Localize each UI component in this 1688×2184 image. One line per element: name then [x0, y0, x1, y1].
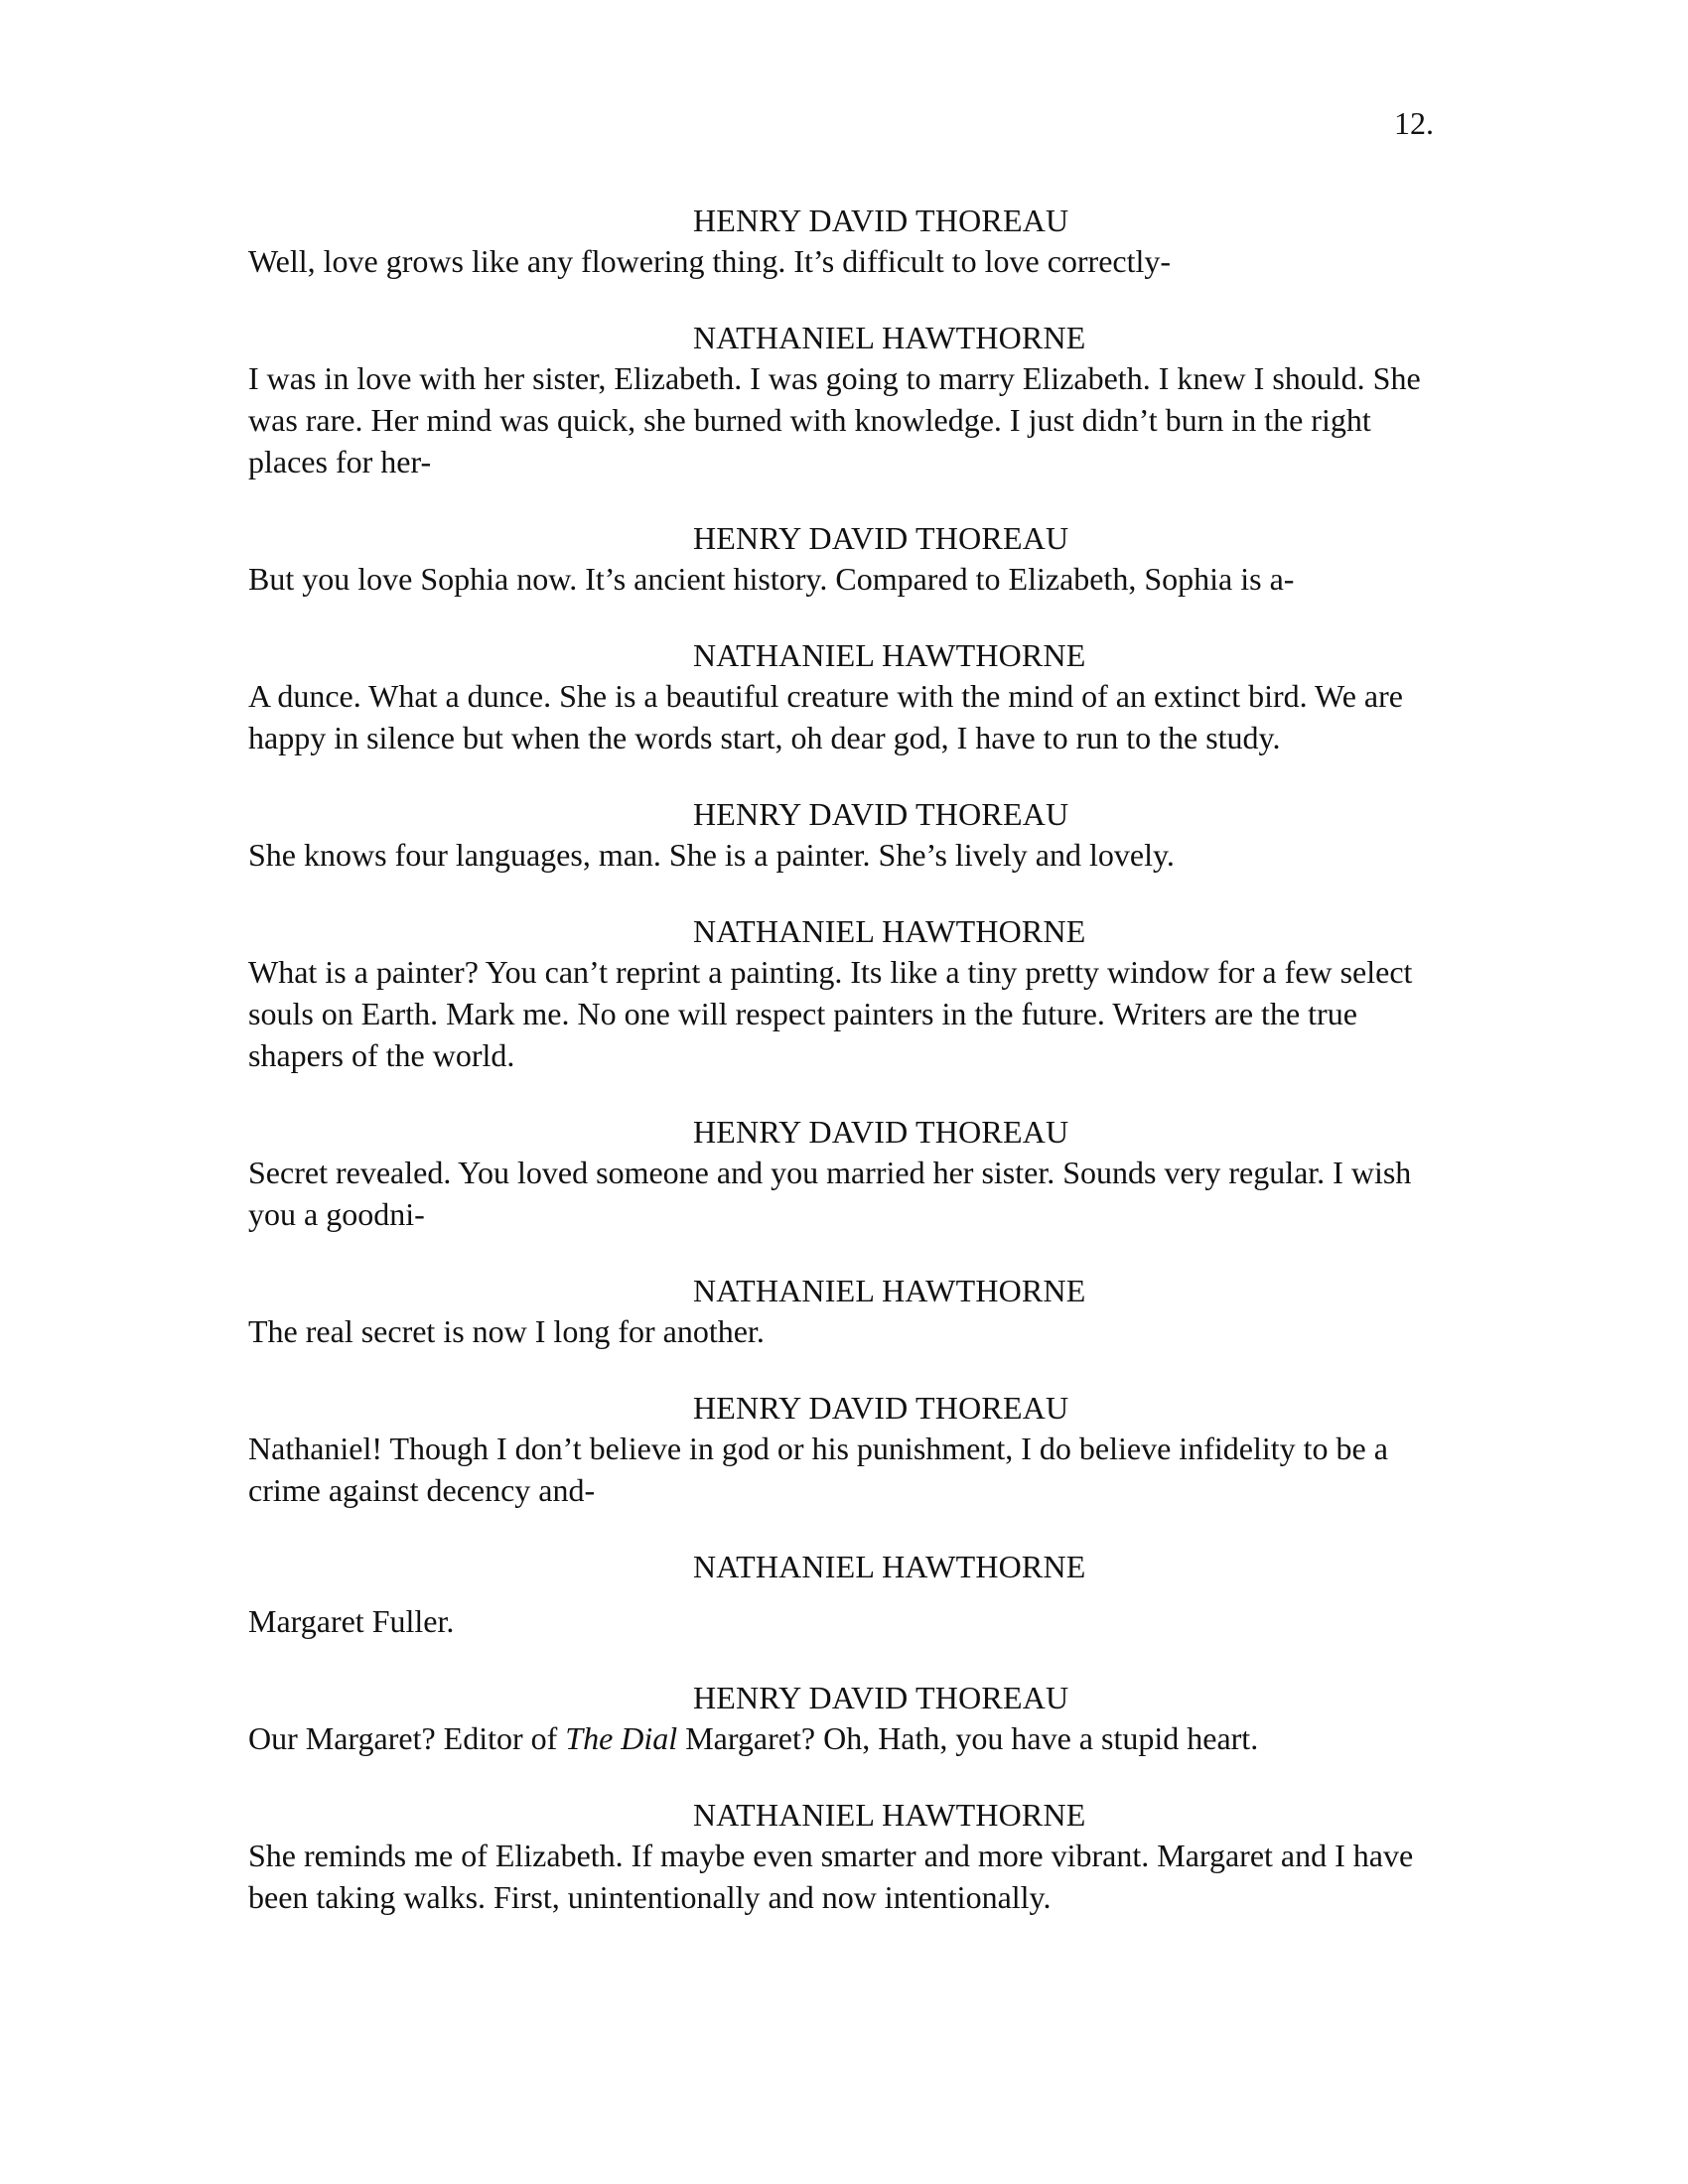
dialogue-text: She knows four languages, man. She is a painter. She’s lively and lovely. [248, 837, 1175, 873]
dialogue-block [248, 1271, 1450, 1352]
dialogue-block [248, 318, 1450, 482]
character-name: HENRY DAVID THOREAU [693, 1114, 1069, 1150]
character-name: NATHANIEL HAWTHORNE [693, 637, 1086, 673]
dialogue-block [248, 1678, 1450, 1759]
publication-title: The Dial [565, 1720, 678, 1756]
dialogue-block [248, 518, 1450, 600]
dialogue-block [248, 1388, 1450, 1511]
character-name: NATHANIEL HAWTHORNE [693, 1797, 1086, 1833]
character-name: NATHANIEL HAWTHORNE [693, 320, 1086, 355]
dialogue-block [248, 201, 1450, 282]
dialogue-block [248, 911, 1450, 1076]
dialogue-text-part: Our Margaret? Editor of [248, 1720, 566, 1756]
screenplay-body [248, 201, 1450, 1954]
dialogue-block [248, 635, 1450, 758]
dialogue-text: She reminds me of Elizabeth. If maybe even smarter and more vibrant. Margaret and I have been taking walks. First, unintentionally and now intentionally. [248, 1838, 1414, 1915]
character-name: HENRY DAVID THOREAU [693, 520, 1069, 556]
character-name: NATHANIEL HAWTHORNE [693, 913, 1086, 949]
dialogue-text [248, 1717, 1450, 1759]
character-name: NATHANIEL HAWTHORNE [693, 1273, 1086, 1308]
dialogue-text: I was in love with her sister, Elizabeth. I was going to marry Elizabeth. I knew I should. She was rare. Her mind was quick, she burned with knowledge. I just didn’t burn in the right places for her- [248, 360, 1421, 479]
page-number: 12. [1394, 105, 1434, 141]
dialogue-text: What is a painter? You can’t reprint a painting. Its like a tiny pretty window for a few select souls on Earth. Mark me. No one will respect painters in the future. Writers are the true shapers of the world. [248, 954, 1413, 1073]
character-name: HENRY DAVID THOREAU [693, 203, 1069, 238]
dialogue-text: Nathaniel! Though I don’t believe in god or his punishment, I do believe infidelity to be a crime against decency and- [248, 1431, 1388, 1508]
character-name: NATHANIEL HAWTHORNE [693, 1549, 1086, 1584]
character-name: HENRY DAVID THOREAU [693, 1680, 1069, 1715]
dialogue-block [248, 794, 1450, 876]
dialogue-text: The real secret is now I long for another. [248, 1313, 765, 1349]
dialogue-text: A dunce. What a dunce. She is a beautiful creature with the mind of an extinct bird. We are happy in silence but when the words start, oh dear god, I have to run to the study. [248, 678, 1403, 755]
character-name: HENRY DAVID THOREAU [693, 1390, 1069, 1426]
dialogue-block [248, 1795, 1450, 1918]
dialogue-text-part: Margaret? Oh, Hath, you have a stupid heart. [677, 1720, 1259, 1756]
dialogue-block [248, 1112, 1450, 1235]
dialogue-text: But you love Sophia now. It’s ancient history. Compared to Elizabeth, Sophia is a- [248, 561, 1295, 597]
dialogue-text: Margaret Fuller. [248, 1603, 455, 1639]
dialogue-block [248, 1547, 1450, 1642]
dialogue-text: Well, love grows like any flowering thing. It’s difficult to love correctly- [248, 243, 1172, 279]
character-name: HENRY DAVID THOREAU [693, 796, 1069, 832]
dialogue-text: Secret revealed. You loved someone and you married her sister. Sounds very regular. I wish you a goodni- [248, 1155, 1412, 1232]
